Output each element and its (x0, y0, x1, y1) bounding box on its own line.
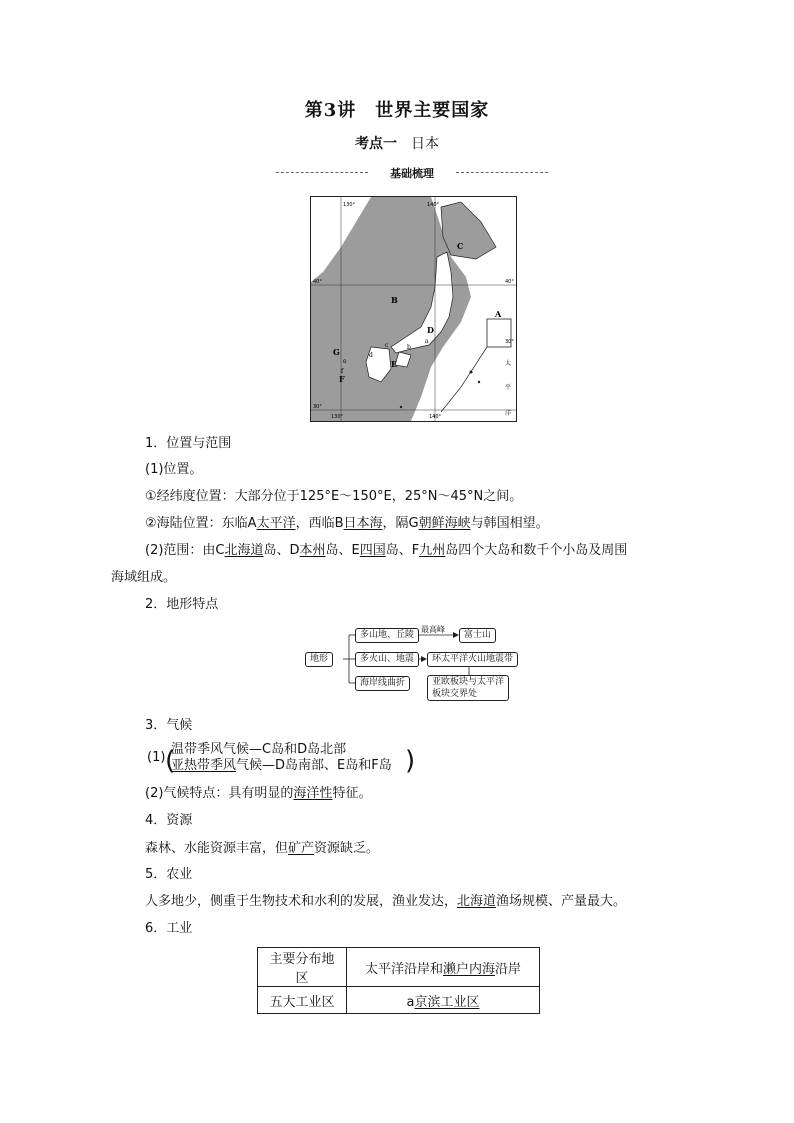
sub-position: (1)位置。 (145, 462, 203, 477)
grid-label-40-left: 40° (313, 279, 322, 285)
heading-resources: 4．资源 (145, 813, 193, 828)
terrain-root: 地形 (305, 652, 333, 667)
plates-line2: 板块交界处 (432, 689, 478, 699)
text-frag: 岛、F (385, 543, 420, 558)
grid-label-30-inset: 30° (505, 339, 514, 345)
terrain-coastline: 海岸线曲折 (355, 676, 410, 691)
terrain-plates (427, 675, 509, 701)
answer-pacific: 太平洋 (256, 516, 296, 531)
map-side-text-2: 平 (505, 384, 512, 391)
map-label-a-small: a (425, 338, 429, 345)
subtitle-topic: 日本 (411, 136, 439, 152)
text-frag: ②海陆位置：东临A (145, 516, 257, 531)
map-label-d: D (427, 325, 434, 335)
answer-subtropical: 亚热带季风 (171, 758, 237, 773)
scope-text (145, 542, 627, 560)
divider-line-right (456, 172, 548, 173)
table-cell (347, 987, 540, 1014)
industry-table (257, 947, 540, 1014)
heading-industry: 6．工业 (145, 921, 193, 936)
map-side-text-3: 洋 (505, 410, 512, 417)
text-frag: 特征。 (332, 786, 372, 801)
text-frag: 岛、E (325, 543, 360, 558)
text-frag: 岛、D (263, 543, 300, 558)
text-frag: ，西临B (295, 516, 344, 531)
lat-lon-text: ①经纬度位置：大部分位于125°E～150°E，25°N～45°N之间。 (145, 489, 523, 504)
text-frag: (2)范围：由C (145, 543, 225, 558)
map-label-g: G (333, 347, 340, 357)
map-label-f-small: f (341, 368, 344, 375)
section-label: 基础梳理 (390, 167, 434, 180)
terrain-mountains: 多山地、丘陵 (355, 628, 419, 643)
grid-label-40-right: 40° (505, 279, 514, 285)
page-title: 第3讲 世界主要国家 (304, 100, 490, 121)
plates-line1: 亚欧板块与太平洋 (432, 677, 505, 687)
answer-sea-of-japan: 日本海 (343, 516, 383, 531)
answer-kyushu: 九州 (419, 543, 446, 558)
grid-label-140-top: 140° (427, 202, 440, 208)
map-label-d-small: d (369, 352, 373, 359)
scope-text-cont: 海域组成。 (111, 570, 177, 585)
table-cell: 主要分布地区 (258, 948, 347, 987)
terrain-fuji: 富士山 (459, 628, 496, 643)
climate-subtropical (171, 758, 392, 774)
resources-text (145, 840, 379, 858)
answer-korea-strait: 朝鲜海峡 (418, 516, 471, 531)
text-frag: a (406, 994, 415, 1010)
map-label-a: A (495, 309, 502, 319)
divider-line-left (276, 172, 368, 173)
map-label-b: B (391, 295, 398, 305)
grid-label-130-top: 130° (343, 202, 356, 208)
answer-keihin: 京滨工业区 (414, 994, 480, 1010)
heading-terrain: 2．地形特点 (145, 597, 219, 612)
text-frag: 岛四个大岛和数千个小岛及周围 (445, 543, 628, 558)
text-frag: 沿岸 (495, 961, 522, 977)
heading-climate: 3．气候 (145, 718, 193, 733)
text-frag: 森林、水能资源丰富，但 (145, 841, 289, 856)
climate-prefix: (1) (147, 750, 166, 765)
map-side-text-1: 太 (505, 360, 512, 367)
terrain-ring-of-fire: 环太平洋火山地震带 (427, 652, 518, 667)
text-frag: ，隔G (382, 516, 419, 531)
map-label-f: F (339, 374, 345, 384)
answer-minerals: 矿产 (288, 841, 315, 856)
text-frag: 太平洋沿岸和 (364, 961, 443, 977)
agriculture-text (145, 893, 626, 911)
grid-label-130-bottom: 130° (331, 414, 344, 420)
table-row (258, 987, 540, 1014)
brace-right: ) (405, 746, 416, 776)
map-label-b-small: b (407, 344, 411, 351)
climate-feature (145, 785, 371, 803)
map-label-e: E (391, 359, 398, 369)
climate-lines (171, 742, 392, 774)
section-divider (276, 166, 548, 180)
text-frag: 人多地少，侧重于生物技术和水利的发展，渔业发达， (145, 894, 458, 909)
answer-hokkaido-fishery: 北海道 (457, 894, 497, 909)
subtitle-prefix: 考点一 (355, 136, 397, 152)
answer-hokkaido: 北海道 (224, 543, 264, 558)
terrain-volcanoes: 多火山、地震 (355, 652, 419, 667)
table-cell: 五大工业区 (258, 987, 347, 1014)
map-drawing (311, 197, 516, 421)
climate-temperate: 温带季风气候—C岛和D岛北部 (171, 742, 347, 757)
answer-maritime: 海洋性 (293, 786, 333, 801)
heading-agriculture: 5．农业 (145, 867, 193, 882)
answer-seto-inland-sea: 濑户内海 (442, 961, 495, 977)
sea-land-text (145, 515, 549, 533)
table-cell (347, 948, 540, 987)
grid-label-140-bottom: 140° (429, 414, 442, 420)
text-frag: 气候—D岛南部、E岛和F岛 (236, 758, 392, 773)
map-label-c: C (457, 241, 464, 251)
text-frag: 与韩国相望。 (470, 516, 549, 531)
text-frag: (2)气候特点：具有明显的 (145, 786, 294, 801)
japan-map (310, 196, 517, 422)
answer-honshu: 本州 (299, 543, 326, 558)
terrain-diagram (305, 622, 535, 704)
map-label-e-small: e (343, 358, 347, 365)
map-label-c-small: c (385, 342, 389, 349)
text-frag: 渔场规模、产量最大。 (496, 894, 627, 909)
grid-label-30-left: 30° (313, 404, 322, 410)
brace-left: ( (165, 746, 176, 776)
arrow-label-highest: 最高峰 (421, 625, 445, 634)
text-frag: 资源缺乏。 (314, 841, 380, 856)
answer-shikoku: 四国 (359, 543, 386, 558)
section-subtitle (0, 133, 794, 153)
heading-location: 1．位置与范围 (145, 436, 232, 451)
table-row (258, 948, 540, 987)
